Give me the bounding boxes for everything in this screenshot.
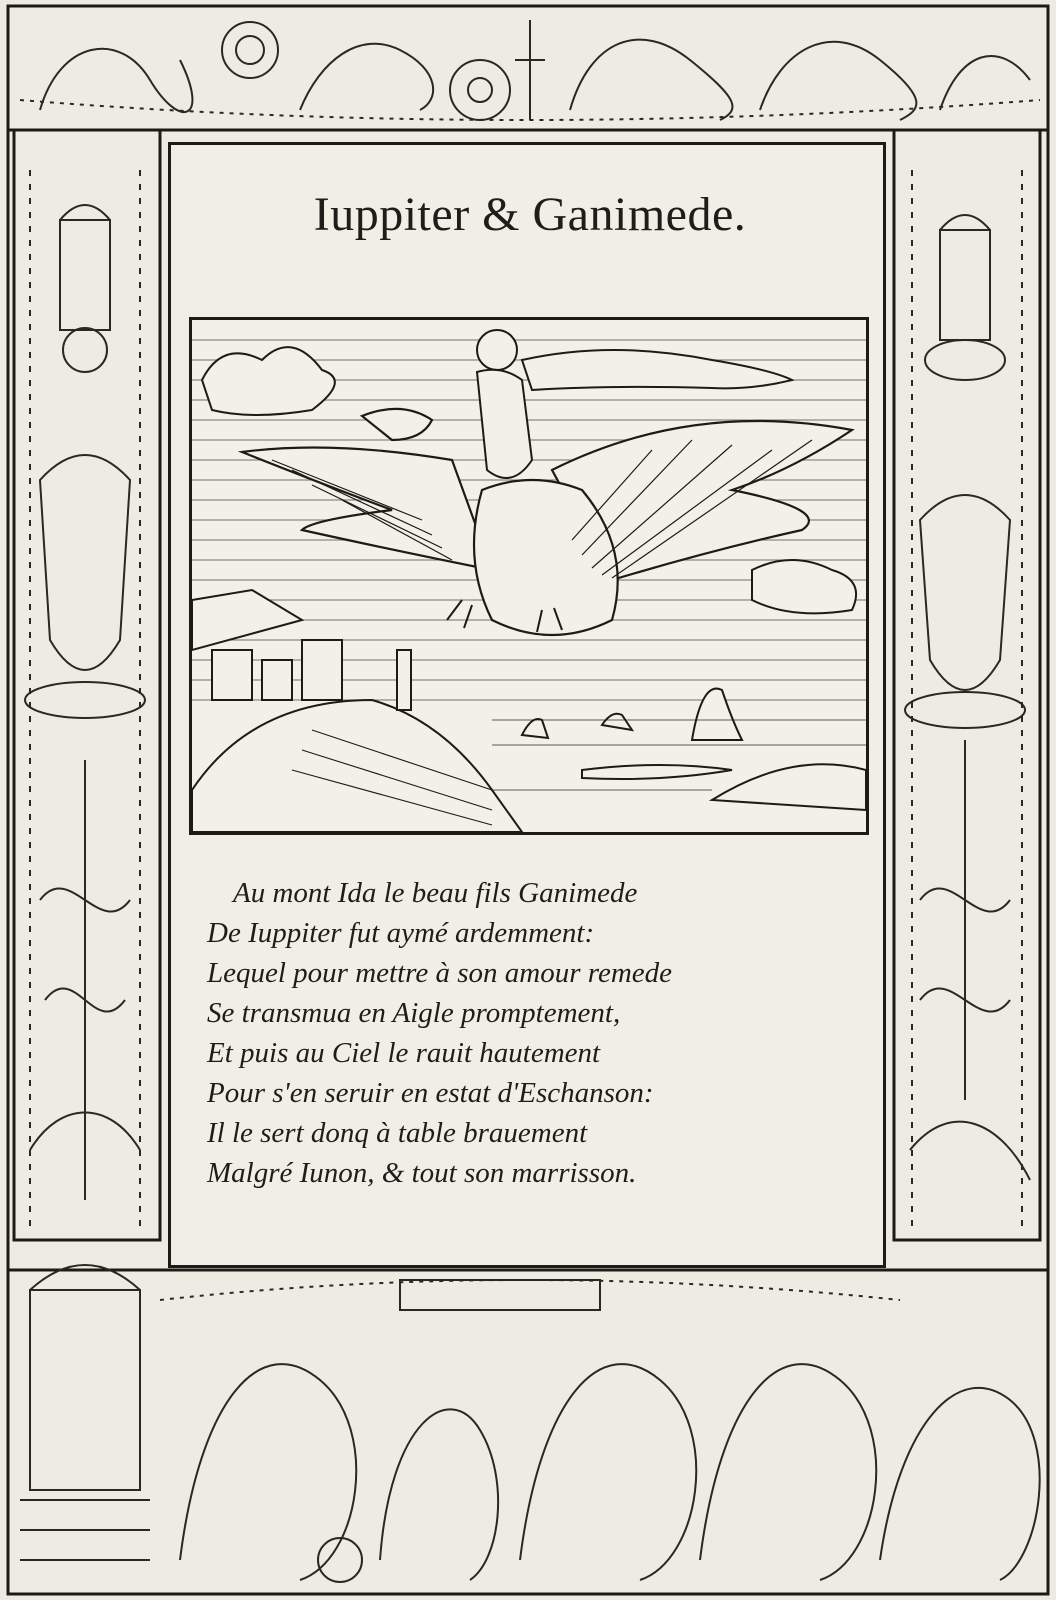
verse-line: Se transmua en Aigle promptement, [207,997,621,1029]
verse-line: Il le sert donq à table brauement [207,1117,588,1149]
verse-line: Pour s'en seruir en estat d'Eschanson: [207,1077,654,1109]
verse-line: Et puis au Ciel le rauit hautement [207,1037,601,1069]
verse-line: Malgré Iunon, & tout son marrisson. [207,1157,637,1189]
woodcut-illustration [189,317,869,835]
text-panel [168,142,886,1268]
verse-line: De Iuppiter fut aymé ardemment: [207,917,595,949]
verse-line: Lequel pour mettre à son amour remede [207,957,673,989]
page-title: Iuppiter & Ganimede. [313,188,747,241]
verse-line: Au mont Ida le beau fils Ganimede [233,877,638,909]
verse-stanza [207,873,867,1193]
